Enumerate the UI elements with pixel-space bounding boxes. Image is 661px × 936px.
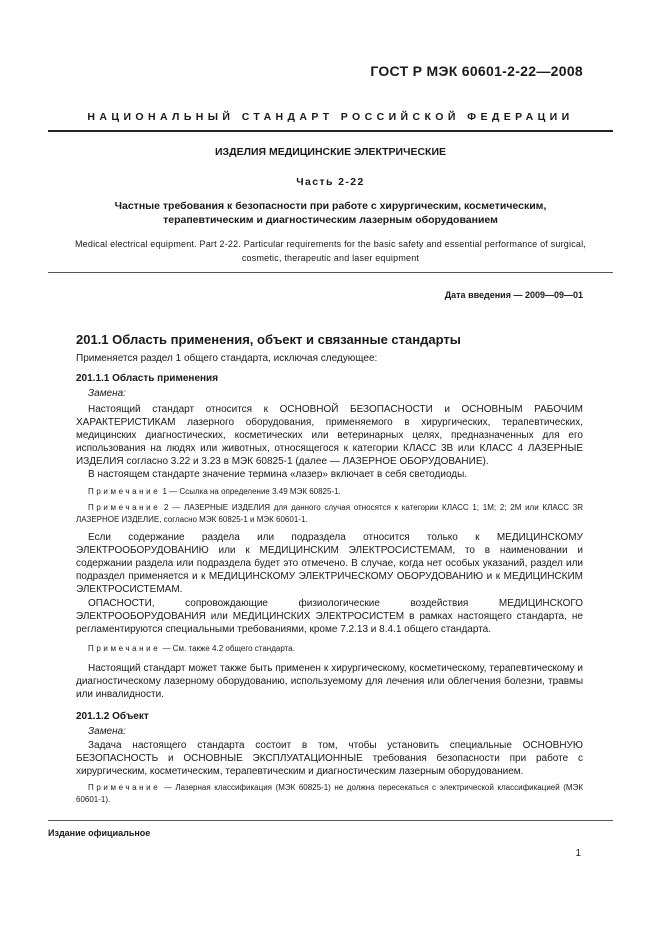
note-2-text: 2 — ЛАЗЕРНЫЕ ИЗДЕЛИЯ для данного случая относятся к категории КЛАСС 1; 1М; 2; 2М или КЛАСС 3R ЛАЗЕРНОЕ ИЗДЕЛИЕ, согласно МЭК 60825-1 и МЭК 60601-1.	[76, 503, 583, 524]
note-4-text: — Лазерная классификация (МЭК 60825-1) не должна пересекаться с электрической классификацией (МЭК 60601-1).	[76, 783, 584, 804]
note-1-text: 1 — Ссылка на определение 3.49 МЭК 60825-1.	[162, 487, 341, 496]
replacement-label: Замена:	[88, 388, 126, 399]
scope-heading: 201.1.1 Область применения	[76, 373, 219, 384]
header-divider	[48, 130, 613, 132]
note-label: Примечание	[88, 503, 161, 512]
section-heading: 201.1 Область применения, объект и связанные стандарты	[76, 332, 461, 347]
note-label: Примечание	[88, 487, 161, 496]
laser-term-paragraph: В настоящем стандарте значение термина «лазер» включает в себя светодиоды.	[88, 469, 468, 480]
replacement-label: Замена:	[88, 726, 126, 737]
introduction-date: Дата введения — 2009—09—01	[444, 290, 583, 300]
note-1	[76, 486, 583, 498]
object-heading: 201.1.2 Объект	[76, 711, 149, 722]
english-title: Medical electrical equipment. Part 2-22. Particular requirements for the basic safety and essential performance of surgical, cosmetic, therapeutic and laser equipment	[74, 239, 587, 263]
document-id: ГОСТ Р МЭК 60601-2-22—2008	[370, 63, 583, 79]
standard-title: ИЗДЕЛИЯ МЕДИЦИНСКИЕ ЭЛЕКТРИЧЕСКИЕ	[214, 146, 447, 158]
footer-divider	[48, 820, 613, 821]
hazards-paragraph: ОПАСНОСТИ, сопровождающие физиологические воздействия МЕДИЦИНСКОГО ЭЛЕКТРООБОРУДОВАНИЯ или МЕДИЦИНСКИХ ЭЛЕКТРОСИСТЕМ в рамках настоящего стандарта, не регламентируются специальными требованиями, кроме 7.2.13 и 8.4.1 общего стандарта.	[76, 598, 583, 635]
note-label: Примечание	[88, 783, 161, 792]
page-number: 1	[575, 848, 581, 859]
edition-label: Издание официальное	[48, 828, 151, 838]
standard-description: Частные требования к безопасности при работе с хирургическим, косметическим, терапевтическим и диагностическим лазерным оборудованием	[114, 200, 547, 226]
title-divider	[48, 272, 613, 273]
task-paragraph: Задача настоящего стандарта состоит в том, чтобы установить специальные ОСНОВНУЮ БЕЗОПАСНОСТЬ и ОСНОВНЫЕ ЭКСПЛУАТАЦИОННЫЕ требования безопасности при работе с хирургическим, косметическим, терапевтическим и диагностическим лазерным оборудованием.	[76, 740, 583, 777]
note-3-text: — См. также 4.2 общего стандарта.	[162, 644, 295, 653]
national-standard-banner: НАЦИОНАЛЬНЫЙ СТАНДАРТ РОССИЙСКОЙ ФЕДЕРАЦИИ	[87, 111, 574, 123]
also-applies-paragraph: Настоящий стандарт может также быть применен к хирургическому, косметическому, терапевтическому и диагностическому лазерному оборудованию, используемому для лечения или облегчения болезни, травмы или инвалидности.	[76, 663, 583, 700]
standard-part: Часть 2-22	[296, 176, 365, 188]
note-label: Примечание	[88, 644, 161, 653]
scope-paragraph: Настоящий стандарт относится к ОСНОВНОЙ БЕЗОПАСНОСТИ и ОСНОВНЫМ РАБОЧИМ ХАРАКТЕРИСТИКАМ лазерного оборудования, применяемого в хирургических, терапевтических, медицинских диагностических, косметических или ветеринарных целях, предназначенных для его использования на людях или животных, относящегося к категории КЛАСС 3В или КЛАСС 4 ЛАЗЕРНЫЕ ИЗДЕЛИЯ согласно 3.22 и 3.23 в МЭК 60825-1 (далее — ЛАЗЕРНОЕ ОБОРУДОВАНИЕ).	[76, 404, 583, 467]
content-paragraph: Если содержание раздела или подраздела относится только к МЕДИЦИНСКОМУ ЭЛЕКТРООБОРУДОВАНИЮ или к МЕДИЦИНСКИМ ЭЛЕКТРОСИСТЕМАМ, то в наименовании и содержании раздела или подраздела будет это отмечено. В случае, когда нет особых указаний, раздел или подраздел применяется и к МЕДИЦИНСКОМУ ЭЛЕКТРИЧЕСКОМУ ОБОРУДОВАНИЮ и к МЕДИЦИНСКИМ ЭЛЕКТРОСИСТЕМАМ.	[76, 532, 583, 595]
applies-paragraph: Применяется раздел 1 общего стандарта, исключая следующее:	[76, 353, 378, 364]
note-4	[76, 782, 583, 806]
note-3	[76, 643, 583, 655]
note-2	[76, 502, 583, 526]
